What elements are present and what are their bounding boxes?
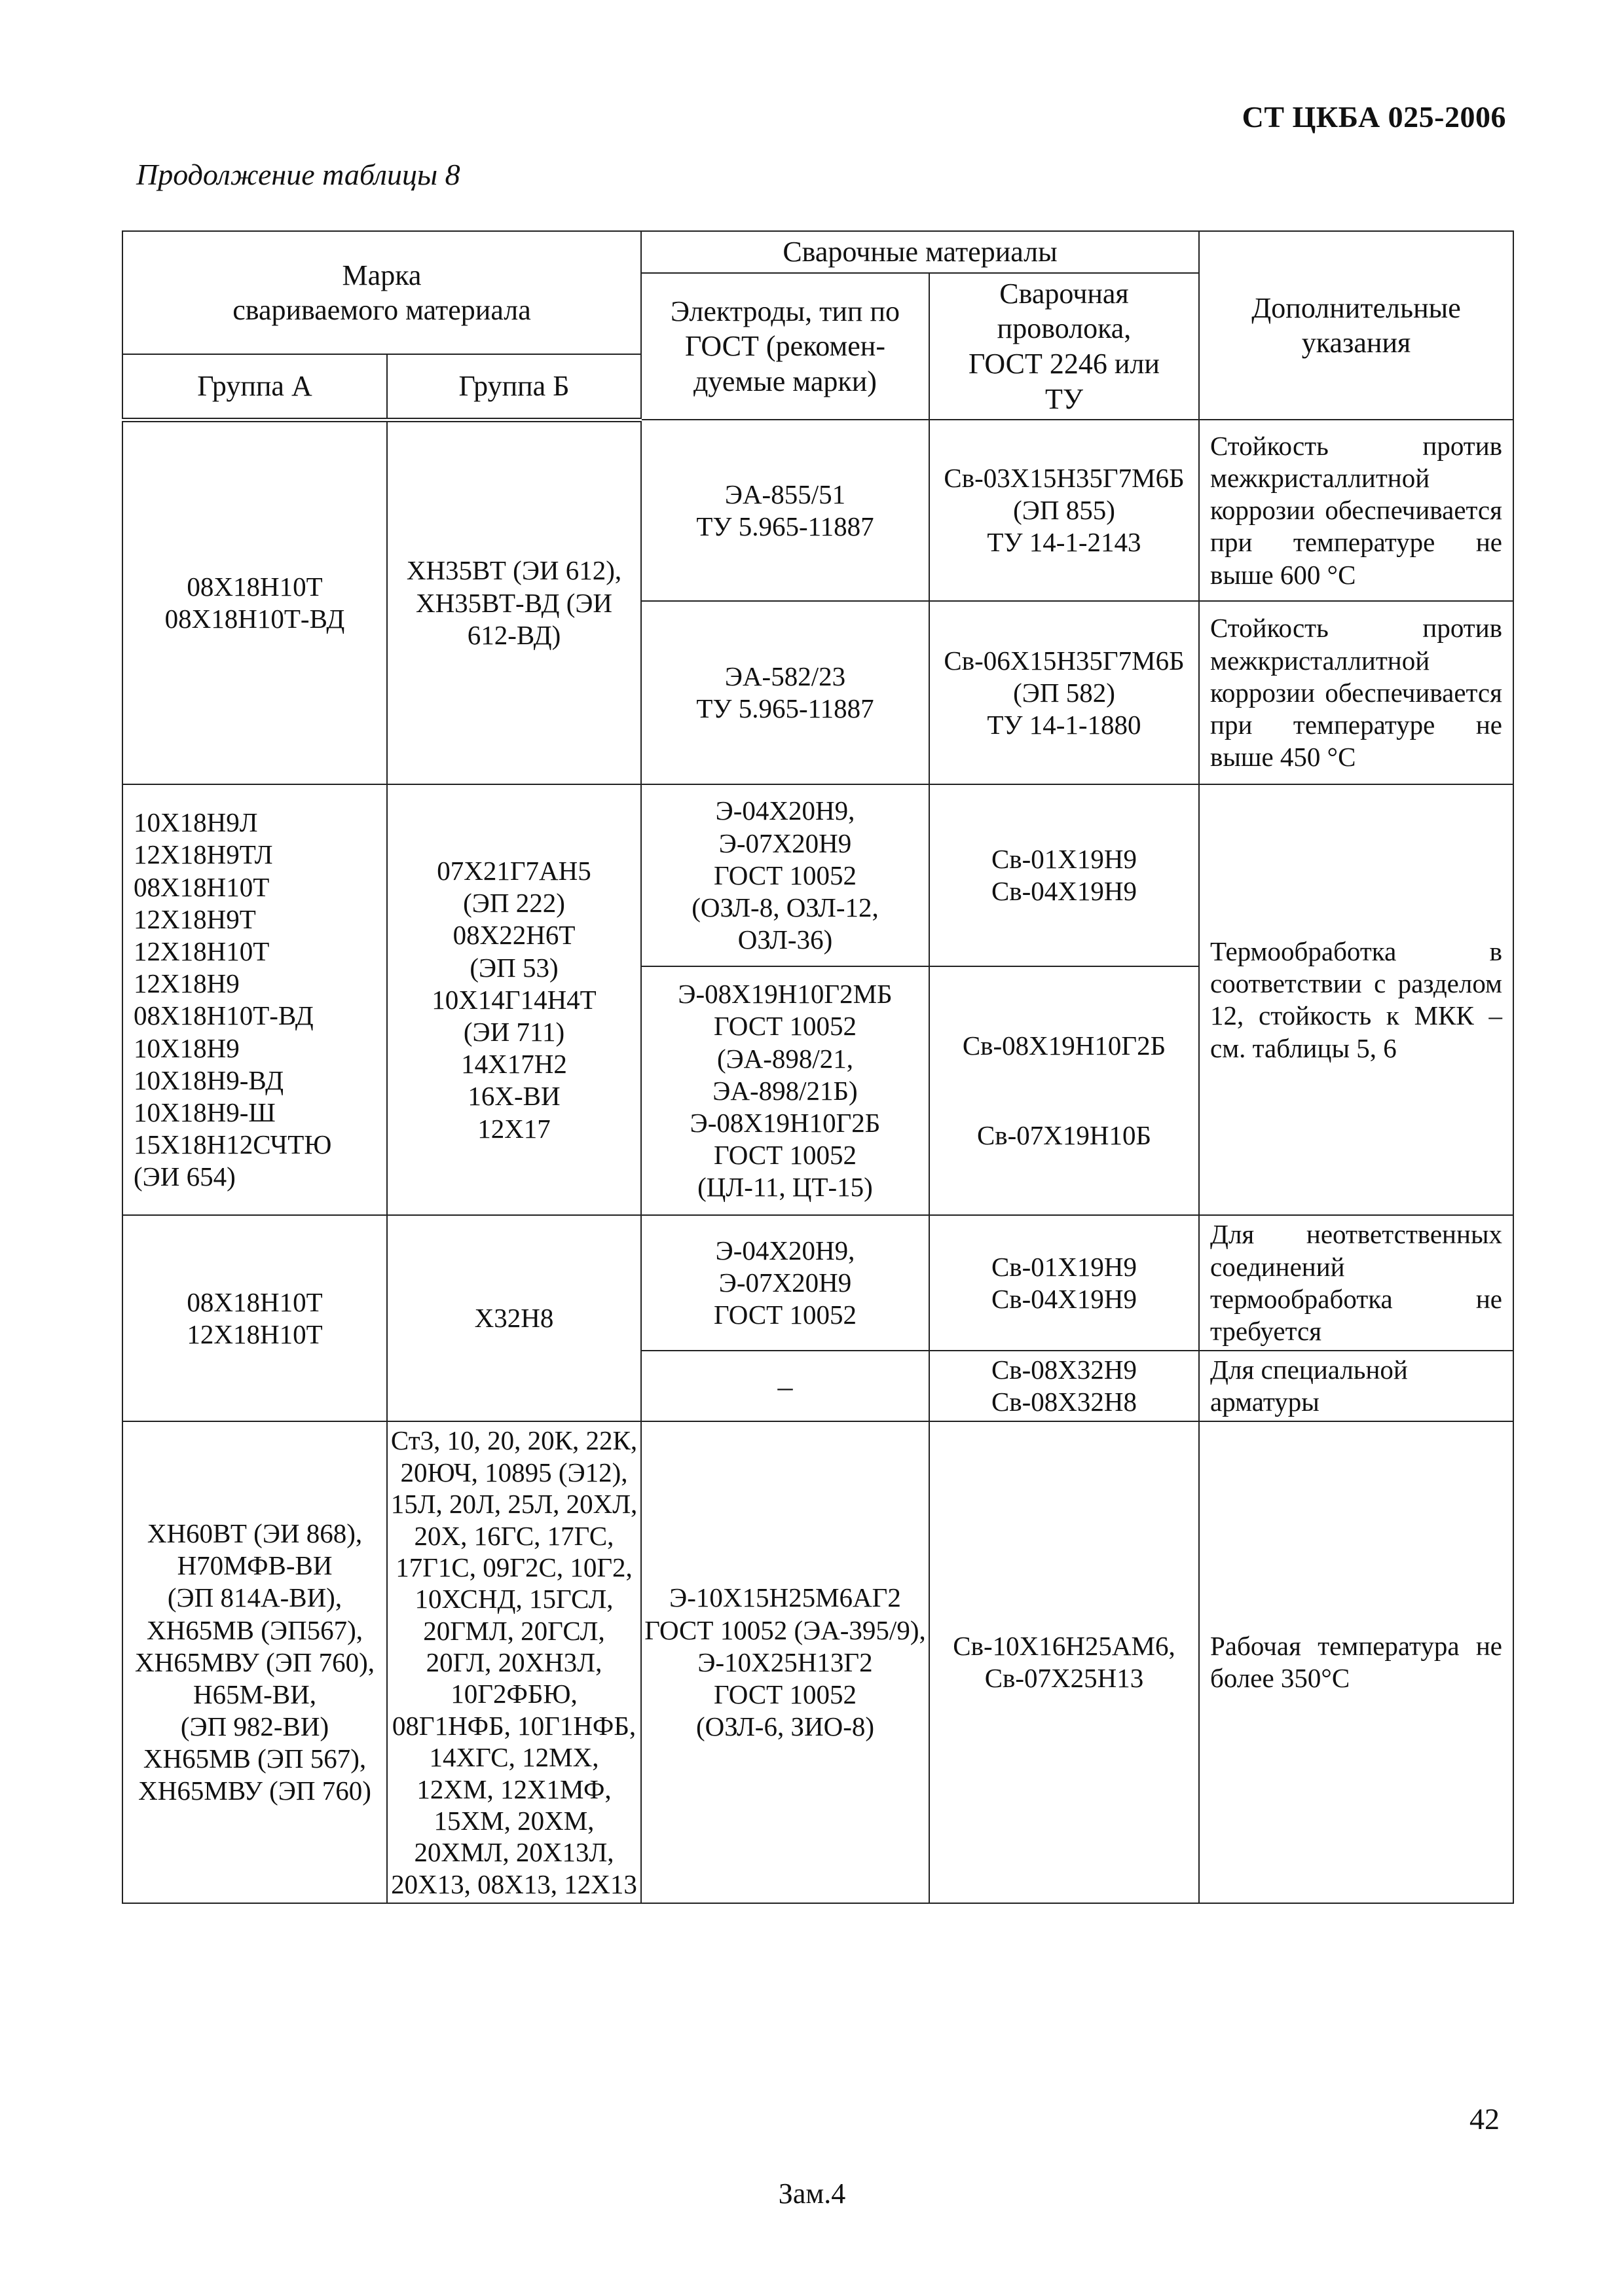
r2-group-a: 10Х18Н9Л 12Х18Н9ТЛ 08Х18Н10Т 12Х18Н9Т 12Х18Н10Т 12Х18Н9 08Х18Н10Т-ВД 10Х18Н9 10Х18Н9-ВД 10Х18Н9-Ш 15Х18Н12СЧТЮ (ЭИ 654) xyxy=(122,784,387,1215)
r1-note-1: Стойкость против межкристаллитной коррозии обеспечивается при температуре не выше 600 °С xyxy=(1199,420,1513,601)
r3-note-2: Для специальной арматуры xyxy=(1199,1351,1513,1421)
r1-group-a: 08Х18Н10Т 08Х18Н10Т-ВД xyxy=(122,420,387,784)
r4-group-a: ХН60ВТ (ЭИ 868), Н70МФВ-ВИ (ЭП 814А-ВИ), ХН65МВ (ЭП567), ХН65МВУ (ЭП 760), Н65М-ВИ, (ЭП 982-ВИ) ХН65МВ (ЭП 567), ХН65МВУ (ЭП 760) xyxy=(122,1421,387,1903)
r3-note-1: Для неответственных соединений термообработка не требуется xyxy=(1199,1215,1513,1351)
header-marka: Марка свариваемого материала xyxy=(122,231,641,354)
header-welding-materials: Сварочные материалы xyxy=(641,231,1199,273)
amendment-mark: Зам.4 xyxy=(778,2178,846,2210)
r1-electrodes-1: ЭА-855/51 ТУ 5.965-11887 xyxy=(641,420,929,601)
r1-electrodes-2: ЭА-582/23 ТУ 5.965-11887 xyxy=(641,601,929,784)
r1-note-2: Стойкость против межкристаллитной коррозии обеспечивается при температуре не выше 450 °С xyxy=(1199,601,1513,784)
r2-wire-2a: Св-08Х19Н10Г2Б xyxy=(962,1030,1166,1061)
document-code: СТ ЦКБА 025-2006 xyxy=(1242,100,1506,134)
r2-group-b: 07Х21Г7АН5 (ЭП 222) 08Х22Н6Т (ЭП 53) 10Х14Г14Н4Т (ЭИ 711) 14Х17Н2 16Х-ВИ 12Х17 xyxy=(387,784,641,1215)
r4-wire: Св-10Х16Н25АМ6, Св-07Х25Н13 xyxy=(929,1421,1199,1903)
header-group-a: Группа А xyxy=(122,354,387,420)
r1-wire-1: Св-03Х15Н35Г7М6Б (ЭП 855) ТУ 14-1-2143 xyxy=(929,420,1199,601)
r3-electrodes-1: Э-04Х20Н9, Э-07Х20Н9 ГОСТ 10052 xyxy=(641,1215,929,1351)
r3-group-a: 08Х18Н10Т 12Х18Н10Т xyxy=(122,1215,387,1421)
r2-note: Термообработка в соответствии с разделом 12, стойкость к МКК – см. таблицы 5, 6 xyxy=(1199,784,1513,1215)
r3-group-b: Х32Н8 xyxy=(387,1215,641,1421)
r4-electrodes: Э-10Х15Н25М6АГ2 ГОСТ 10052 (ЭА-395/9), Э-10Х25Н13Г2 ГОСТ 10052 (ОЗЛ-6, ЗИО-8) xyxy=(641,1421,929,1903)
table-caption: Продолжение таблицы 8 xyxy=(136,158,460,191)
header-welding-wire: Сварочная проволока, ГОСТ 2246 или ТУ xyxy=(929,273,1199,420)
r2-wire-1: Св-01Х19Н9 Св-04Х19Н9 xyxy=(929,784,1199,966)
header-electrodes: Электроды, тип по ГОСТ (рекомен- дуемые марки) xyxy=(641,273,929,420)
r2-electrodes-1: Э-04Х20Н9, Э-07Х20Н9 ГОСТ 10052 (ОЗЛ-8, ОЗЛ-12, ОЗЛ-36) xyxy=(641,784,929,966)
r3-electrodes-2: – xyxy=(641,1351,929,1421)
r1-group-b: ХН35ВТ (ЭИ 612), ХН35ВТ-ВД (ЭИ 612-ВД) xyxy=(387,420,641,784)
r2-wire-2b: Св-07Х19Н10Б xyxy=(976,1120,1152,1151)
page-number: 42 xyxy=(1469,2102,1500,2136)
welding-materials-table xyxy=(122,230,1514,1904)
r2-electrodes-2: Э-08Х19Н10Г2МБ ГОСТ 10052 (ЭА-898/21, ЭА-898/21Б) Э-08Х19Н10Г2Б ГОСТ 10052 (ЦЛ-11, ЦТ-15) xyxy=(641,966,929,1215)
r4-group-b: Ст3, 10, 20, 20К, 22К, 20ЮЧ, 10895 (Э12), 15Л, 20Л, 25Л, 20ХЛ, 20Х, 16ГС, 17ГС, 17Г1С, 09Г2С, 10Г2, 10ХСНД, 15ГСЛ, 20ГМЛ, 20ГСЛ, 20ГЛ, 20ХН3Л, 10Г2ФБЮ, 08Г1НФБ, 10Г1НФБ, 14ХГС, 12МХ, 12ХМ, 12Х1МФ, 15ХМ, 20ХМ, 20ХМЛ, 20Х13Л, 20Х13, 08Х13, 12Х13 xyxy=(387,1421,641,1903)
r3-wire-1: Св-01Х19Н9 Св-04Х19Н9 xyxy=(929,1215,1199,1351)
r4-note: Рабочая температура не более 350°С xyxy=(1199,1421,1513,1903)
r1-wire-2: Св-06Х15Н35Г7М6Б (ЭП 582) ТУ 14-1-1880 xyxy=(929,601,1199,784)
r3-wire-2: Св-08Х32Н9 Св-08Х32Н8 xyxy=(929,1351,1199,1421)
header-additional-notes: Дополнительные указания xyxy=(1199,231,1513,420)
header-group-b: Группа Б xyxy=(387,354,641,420)
r2-wire-2 xyxy=(929,966,1199,1215)
